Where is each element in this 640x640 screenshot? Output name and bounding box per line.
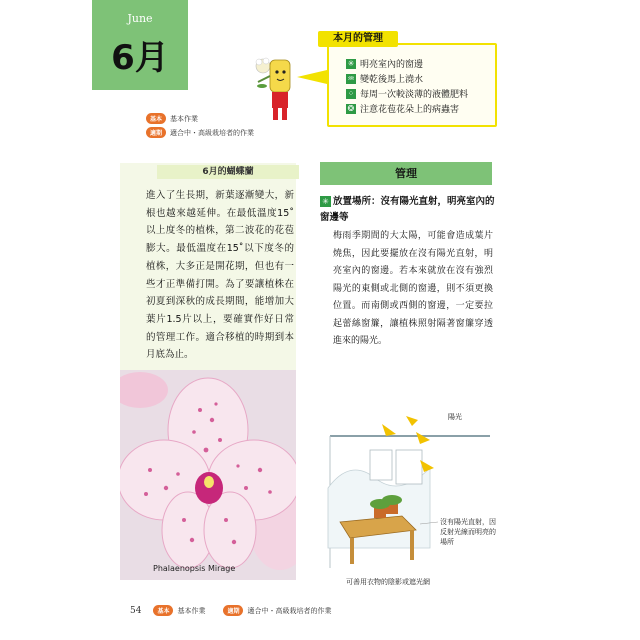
orchid-section-body: 進入了生長期，新葉逐漸變大，新根也越來越延伸。在最低溫度15˚以上度冬的植株，第二波花的花苞膨大。最低溫度在15˚以下度冬的植株，大多正是開花期，但也有一些才正準備打開。為了要讓植株在初夏到深秋的成長期間，能增加大葉片1.5片以上，要確實作好日常的管理工作。適合移植的時期到本月底為止。 [146, 190, 294, 361]
bug-icon: ❂ [347, 103, 355, 113]
mgmt-item: ❂ 注意花苞花朵上的病蟲害 [347, 103, 460, 115]
footer-advanced-tag: 適期 [223, 605, 243, 616]
mgmt-item: ⁘ 每周一次較淡薄的液體肥料 [347, 88, 469, 100]
management-heading: 管理 [320, 162, 492, 185]
advanced-text: 適合中・高級栽培者的作業 [170, 128, 255, 137]
watering-can-icon: ♒ [347, 73, 355, 83]
window-illustration [320, 398, 496, 576]
legend-advanced [146, 127, 254, 138]
footer-advanced-text: 適合中・高級栽培者的作業 [247, 606, 332, 615]
mgmt-item: ♒ 變乾後馬上澆水 [347, 73, 424, 85]
page-number: 54 [130, 605, 142, 616]
legend-basic [146, 113, 198, 124]
monthly-management-list [346, 56, 468, 116]
sun-icon: ✳ [347, 58, 355, 68]
sun-icon: ✳ [320, 196, 331, 207]
basic-text: 基本作業 [170, 114, 199, 123]
placement-subheading: ✳ 放置場所：沒有陽光直射，明亮室內的窗邊等 [320, 196, 495, 223]
footer-basic-tag: 基本 [153, 605, 173, 616]
month-tab [92, 0, 188, 90]
basic-tag: 基本 [146, 113, 166, 124]
sunlight-label: 陽光 [448, 413, 462, 421]
month-english: June [127, 12, 153, 25]
advanced-tag: 適期 [146, 127, 166, 138]
month-number: 6月 [111, 38, 169, 78]
mgmt-item: ✳ 明亮室內的窗邊 [347, 58, 424, 70]
orchid-photo [120, 370, 296, 580]
page-footer [130, 605, 331, 616]
orchid-section-heading: 6月的蝴蝶蘭 [157, 165, 299, 179]
callout-pointer [297, 70, 327, 84]
fertilizer-icon: ⁘ [347, 88, 355, 98]
footer-basic-text: 基本作業 [177, 606, 206, 615]
bright-place-label: 沒有陽光直射，因反射光線而明亮的場所 [440, 518, 496, 546]
mascot-illustration [254, 52, 298, 124]
placement-body: 梅雨季期間的大太陽，可能會造成葉片燒焦，因此要擺放在沒有陽光直射，明亮室內的窗邊。若本來就放在沒有強烈陽光的東側或北側的窗邊，則不須更換位置。而南側或西側的窗邊，一定要拉起蕾絲窗簾，讓植株照射隔著窗簾穿透進來的陽光。 [333, 231, 493, 346]
shade-tip-label: 可善用衣物的陰影或遮光網 [346, 578, 430, 586]
photo-caption: Phalaenopsis Mirage [153, 564, 236, 573]
monthly-management-title: 本月的管理 [318, 31, 398, 47]
